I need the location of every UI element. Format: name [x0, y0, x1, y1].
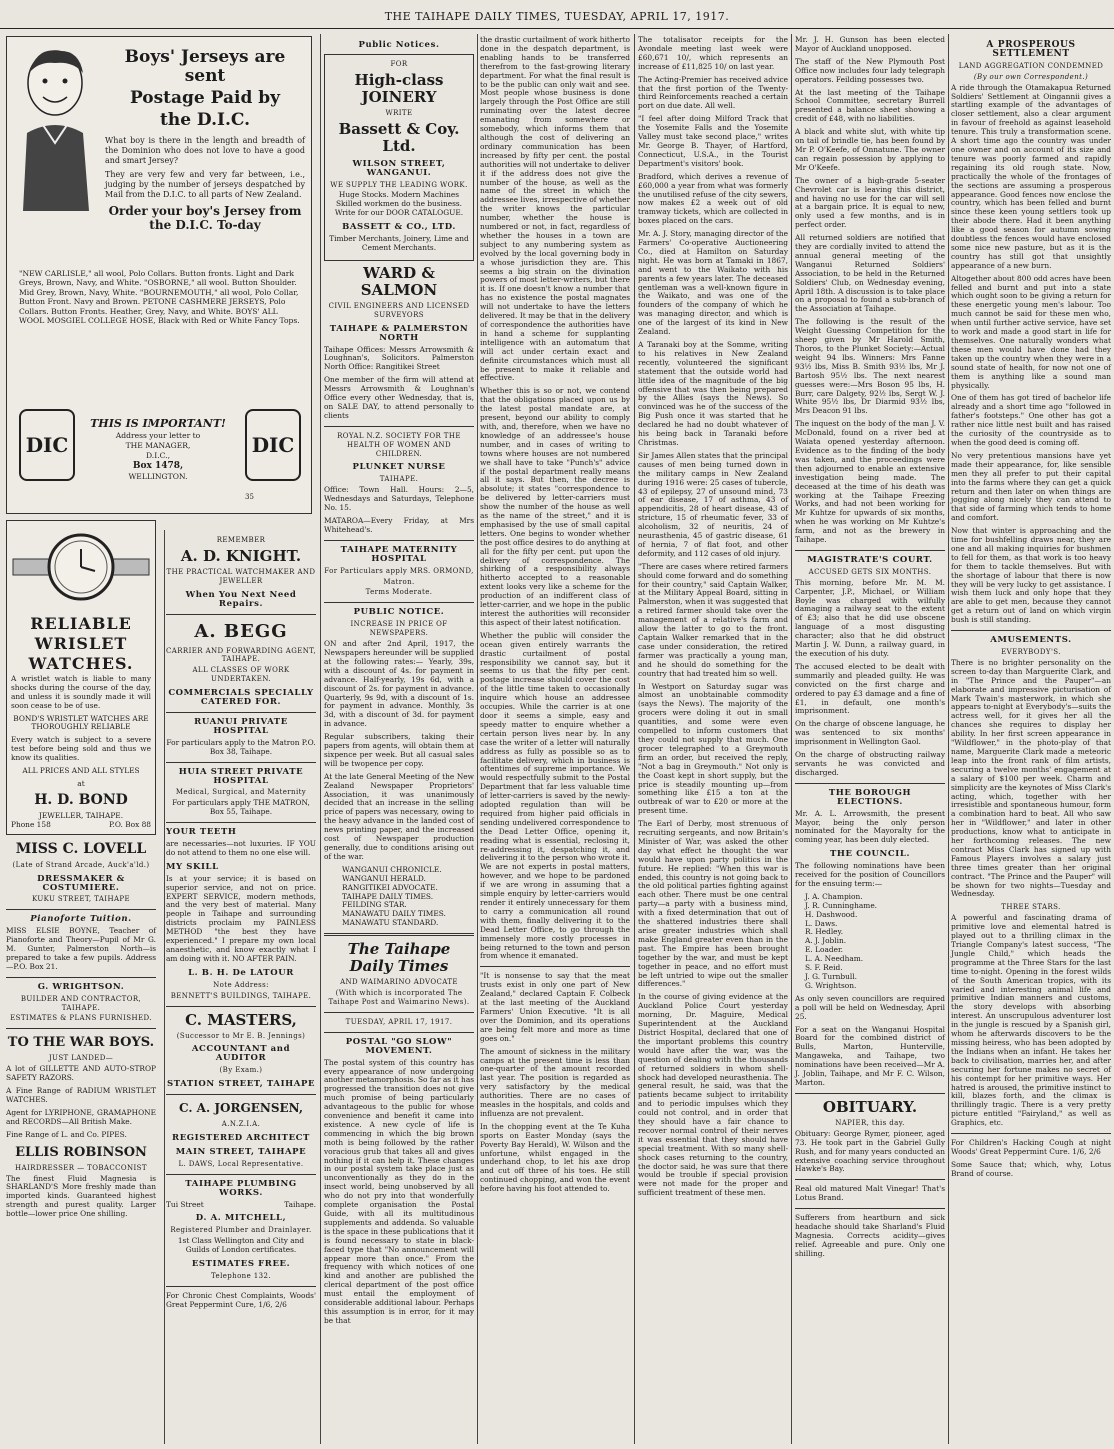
article-paragraph: In the chopping event at the Te Kuha sports on Easter Monday (says the Poverty Bay Herald), W. Wilson and the unfortune, whilst engaged in the underhand chop, to let his axe drop and cut off three of his toes. He still continued chopping, and won the event before having his foot attended to. [480, 1121, 630, 1194]
bond-body-3: Every watch is subject to a severe test before being sold and thus we know its qualities. [11, 735, 151, 763]
news-item: The staff of the New Plymouth Post Office now includes four lady telegraph operators. Feilding possesses two. [795, 56, 945, 84]
news-item: Bradford, which derives a revenue of £60,000 a year from what was formerly the unutilised refuse of the city sewers, now makes £2 a week out of old tramway tickets, which are collected in boxes placed on the cars. [638, 171, 788, 226]
wristlet-watch-icon [11, 525, 151, 609]
amusements-sub: EVERYBODY'S. [1001, 648, 1061, 656]
masters-address: STATION STREET, TAIHAPE [166, 1079, 316, 1090]
maternity-title: TAIHAPE MATERNITY HOSPITAL [340, 544, 458, 564]
ruanui-body: For particulars apply to the Matron P.O. Box 38, Taihape. [166, 737, 316, 756]
settlement-body: Altogether about 800 odd acres have been felled and burnt and put into a state which ought soon to be giving a return for these energetic young men's labour. Too much cannot be said for these men who, when until further active service, have set to work and made a good start in life for themselves. One naturally wonders what these men would have done had they taken up the country when they were in a sound state of health, for now not one of them is anything like a sound man physically. [951, 273, 1111, 390]
ward-salmon-towns: TAIHAPE & PALMERSTON NORTH [329, 323, 469, 343]
skill-body: Is at your service; it is based on superior service, and not on price. EXPERT SERVICE, modern methods, and the very best of material. Many people in Taihape and surrounding districts proclaim my PAINLESS METHOD "the best they have experienced." I prepare my own local anaesthetic, and know exactly what I am doing with it. NO AFTER PAIN. [166, 873, 316, 963]
dic-logo-left: DIC [19, 409, 75, 481]
news-item: In the course of giving evidence at the Auckland Police Court yesterday morning, Dr. Maguire, Medical Superintendent at the Auckland District Hospital, declared that one of the important problems this country would have after the war, was the question of dealing with the thousands of returned soldiers in whom shell-shock had developed neurasthenia. The general result, he said, was that the patients became subject to irritability and to periodic impulses which they could not control, and in order that they should have a fair chance to recover normal control of their nerves it was essential that they should have special treatment. With so many shell-shock cases returning to the country, the doctor said, he was sure that there would be trouble if special provision were not made for the proper and sufficient treatment of these men. [638, 992, 788, 1198]
bond-address: JEWELLER, TAIHAPE. [38, 810, 124, 820]
dic-jersey-advertisement [6, 36, 312, 514]
paper-incorporated: (With which is incorporated The Taihape Post and Waimarino News). [328, 989, 470, 1006]
paper-list-item: FEILDING STAR. [342, 900, 407, 910]
dic-address-1: Address your letter to [115, 431, 201, 440]
court-body: This morning, before Mr. M. M. Carpenter, J.P., Michael, or William Boyle was charged with wilfully damaging a railway seat to the extent of £3; also that he did use obscene language of a most disgusting character; also that he did obstruct Martin J. W. Dunn, a railway guard, in the execution of his duty. [795, 577, 945, 658]
knight-when: When You Next Need Repairs. [185, 589, 297, 609]
notice-body-3: At the late General Meeting of the New Zealand Newspaper Proprietors' Association, it was unanimously decided that an increase in the selling price of papers was necessary, owing to the heavy advance in the landed cost of news printing paper, and the increased cost of Newspaper production generally, due to conditions arising out of the war. [324, 771, 474, 861]
council-nominee: E. Loader. [805, 945, 844, 955]
ellis-trade: HAIRDRESSER — TOBACCONIST [15, 1163, 147, 1172]
ward-salmon-trade: CIVIL ENGINEERS AND LICENSED SURVEYORS [328, 301, 470, 319]
jorgensen-quals: A.N.Z.I.A. [221, 1120, 261, 1129]
article-paragraph: Whether this is so or not, we contend that the obligations placed upon us by the latest postal mandate are, at present, beyond our ability to comply with, and, therefore, when we have no knowledge of an addressee's house number, and in cases of writing to towns where houses are not numbered we shall have to take "Punch's" advice if the postal department really means all it says. But then, the decree is absolute; it states "correspondence to be delivered by letter-carriers must show the number of the house as well as the name of the street," and it is emphasised by the use of small capital letters. One begins to wonder whether the post office desires to do anything at all for the fifty per cent. put upon the delivery of correspondence. The shirking of a responsibility always hitherto accepted to a reasonable extent looks very like a scheme for the production of an indifferent class of letter-carrier, and we hope in the public interest the authorities will reconsider this aspect of their latest notification. [480, 386, 630, 627]
begg-commercials: COMMERCIALS SPECIALLY CATERED FOR. [168, 688, 314, 708]
news-item: A black and white slut, with white tip on tail of brindle tie, has been found by Mr P. O'Keefe, of Onnatune. The owner can regain possession by applying to Mr O'Keefe. [795, 127, 945, 172]
court-body: The accused elected to be dealt with summarily and pleaded guilty. He was convicted on the first charge and ordered to pay £3 damage and a fine of £1, in default, one month's imprisonment. [795, 661, 945, 716]
joinery-merchants: Timber Merchants, Joinery, Lime and Cement Merchants. [329, 234, 469, 252]
plumbing-name: D. A. MITCHELL, [195, 1213, 287, 1224]
column-rule [634, 34, 635, 1444]
news-item: The following is the result of the Weight Guessing Competition for the sheep given by Mr Harold Smith, Thoros, to the Plunket Society:—Actual weight 94 lbs. Winners: Mrs Fanne 93½ lbs, Miss B. Smith 93½ lbs, Mr J. Bartosh 95½ lbs. The next nearest guesses were:—Mrs Boson 95 lbs, H. Burr, care Dalgety, 92½ lbs, Sergt W. J. White 95½ lbs, Dr Diarmid 93½ lbs, Mrs Deacon 91 lbs. [795, 317, 945, 416]
council-nominee: L. A. Needham. [805, 954, 864, 964]
paper-list-item: TAIHAPE DAILY TIMES. [342, 891, 434, 901]
article-paragraph: The amount of sickness in the military camps at the present time is less than one-quarter of the amount recorded last year. The position is regarded as very satisfactory by the medical authorities. There are no cases of measles in the hospitals, and colds and influenza are not prevalent. [480, 1046, 630, 1118]
council-note: As only seven councillors are required a poll will be held on Wednesday, April 25. [795, 993, 945, 1021]
news-item: The owner of a high-grade 5-seater Chevrolet car is leaving this district, and having no use for the car will sell at a bargain price. It is equal to new, only used a few months, and is in perfect order. [795, 175, 945, 230]
ward-salmon-attend: One member of the firm will attend at Messrs Arrowsmith & Loughnan's Office every other Wednesday, that is, on SALE DAY, to attend personally to clients [324, 375, 474, 420]
bond-body-1: A wristlet watch is liable to many shocks during the course of the day, and unless it is soundly made it will soon cease to be of use. [11, 673, 151, 710]
paper-date: TUESDAY, APRIL 17, 1917. [345, 1017, 453, 1026]
amusements-body: There is no brighter personality on the screen to-day than Marguerite Clark, and in "The Prince and the Pauper"—an elaborate and impressive picturisation of Mark Twain's masterwork, in which she appears to-night at Everybody's—suits the actress well, for it gives her all the chances she requires to display her ability. In her first screen appearance in "Wildflower," in the photo-play of that name, Marguerite Clark made a meteoric leap into the front rank of film artists, securing a twelve months' engagement at a salary of $100 per week. Charm and simplicity are the keynotes of Miss Clark's acting, which, together with her irresistible and spontaneous humour, form a combination hard to beat. All who saw her in "Wildflower," and later in other productions, know what to anticipate in her forthcoming releases. The new contract Miss Clark has signed up with Famous Players involves a salary just three times greater than her original contract. "The Prince and the Pauper" will be shown for two nights—Tuesday and Wednesday. [951, 657, 1111, 899]
obituary-title: OBITUARY. [822, 1097, 918, 1116]
cough-cure-ad: For Children's Hacking Cough at night Woods' Great Peppermint Cure. 1/6, 2/6 [951, 1138, 1111, 1156]
council-nominee: R. Hedley. [805, 927, 844, 937]
paper-list-item: MANAWATU STANDARD. [342, 918, 439, 928]
lovell-trade: DRESSMAKER & COSTUMIERE. [37, 873, 125, 893]
settlement-body: A ride through the Otamakapua Returned Soldiers' Settlement at Oingannii gives a startling example of the advantages of closer settlement, also a clear argument in favour of freehold as against leasehold tenure. This truly a transformation scene. A short time ago the country was under one owner and on account of its size and tenure was poorly farmed and rapidly regaining its old rough state. Now, practically the whole of the frontages of the sections are assuming a prosperous appearance. Good fences now enclose the country, which has been felled and burnt since these keen young settlers took up their abode there. Had it been anything like a good season for autumn sowing doubtless the fences would have enclosed some nice new pasture, but as it is the country has still got that unsightly appearance of a new burn. [951, 82, 1111, 270]
bond-body-4: ALL PRICES AND ALL STYLES [22, 766, 140, 776]
teeth-title: YOUR TEETH [166, 827, 237, 838]
war-boys-just-landed: JUST LANDED— [48, 1054, 114, 1063]
news-item: The totalisator receipts for the Avondale meeting last week were £60,671 10/, which represents an increase of £11,825 10/ on last year. [638, 35, 788, 71]
dic-body-1: What boy is there in the length and breadth of the Dominion who does not love to have a good and smart Jersey? [105, 136, 305, 165]
notice-body-2: Regular subscribers, taking their papers from agents, will obtain them at sixpence per week. But all casual sales will be twopence per copy. [324, 732, 474, 768]
borough-title: THE BOROUGH ELECTIONS. [828, 787, 912, 807]
plumbing-phone: Telephone 132. [211, 1271, 271, 1280]
war-boys-item-2: A Fine Range of RADIUM WRISTLET WATCHES. [6, 1086, 156, 1104]
column-2 [166, 534, 316, 1440]
column-rule [477, 34, 478, 1444]
dic-logo-right: DIC [245, 409, 301, 481]
war-boys-item-3: Agent for LYRIPHONE, GRAMAPHONE and RECORDS—All British Make. [6, 1107, 156, 1126]
article-paragraph: the drastic curtailment of work hitherto done in the despatch department, is enabling hands to be transferred therefrom to the fast-growing literary department. For what the final result is to be the public can only wait and see. Most people whose business is done largely through the Post Office are still ruminating over the latest decree emanating from somewhere or somebody, which informs them that although the cost of delivering an ordinary communication has been increased by fifty per cent. the postal authorities will not undertake to deliver it if the address does not give the number of the house, as well as the name of the street in which the addressee lives, irrespective of whether the writer knows the particular number, whether the house is numbered or not, in fact, regardless of whether the houses in a town are subject to any numbering system as evolved by the local governing body in a whose jurisdiction they are. This seems a big strain on the divination powers of most letter-writers, but there it is. If one doesn't know a number that has no existence the postal magnates will not undertake to have the letters delivered. It may be that in the delivery of correspondence the authorities have in hand a scheme for supplanting intelligence with an automatum that will act under certain exact and definite circumstances which must all be present to make it reliable and effective. [480, 35, 630, 383]
plunket-title: PLUNKET NURSE [352, 462, 446, 473]
ward-salmon-title: WARD & SALMON [360, 263, 438, 299]
plunket-town: TAIHAPE. [379, 475, 419, 484]
council-nominee: J. G. Turnbull. [805, 972, 857, 981]
bond-at: at [77, 778, 85, 788]
knight-name: A. D. KNIGHT. [180, 546, 302, 565]
settlement-own: (By our own Correspondent.) [973, 72, 1089, 81]
joinery-firm: Bassett & Coy. Ltd. [338, 119, 460, 155]
hospital-board: For a seat on the Wanganui Hospital Board for the combined district of Bulls, Marton, Hunterville, Mangaweka, and Taihape, two nominations have been received—Mr A. J. Joblin, Taihape, and Mr F. C. Wilson, Marton. [795, 1024, 945, 1087]
skill-note: Note Address: [213, 980, 269, 989]
court-sub: ACCUSED GETS SIX MONTHS. [808, 567, 932, 576]
settlement-sub: LAND AGGREGATION CONDEMNED [958, 61, 1104, 70]
column-5 [638, 36, 788, 1441]
joinery-title: High-class JOINERY [354, 70, 444, 106]
bond-box: P.O. Box 88 [109, 819, 151, 829]
bond-title-2: WRISLET [34, 633, 128, 653]
masters-trade: ACCOUNTANT and AUDITOR [191, 1044, 291, 1064]
news-item: Sir James Allen states that the principal causes of men being turned down in the military camps in New Zealand during 1916 were: 25 cases of tubercle, 43 of epilepsy, 27 of unsound mind, 73 of ear disease, 17 of asthma, 43 of appendicitis, 28 of heart disease, 43 of stricture, 15 of rheumatic fever, 33 of alcoholism, 32 of neuritis, 24 of neurasthenia, 45 of gastric disease, 61 of hernia, 7 of flat foot, and other deformity, and 112 cases of old injury. [638, 450, 788, 558]
dic-headline-2: Postage Paid by [129, 88, 281, 108]
news-item: "There are cases where retired farmers should come forward and do something for their country," said Captain Walker, at the Military Appeal Board, sitting in Palmerston, when it was suggested that a retired farmer should take over the management of a relative's farm and allow the latter to go to the front. Captain Walker remarked that in the case under consideration, the retired farmer was practically a young man, and he should do something for the country that had treated him so well. [638, 561, 788, 678]
dic-jersey-list: "NEW CARLISLE," all wool, Polo Collars. Button fronts. Light and Dark Greys, Brown, Navy, and White. "OSBORNE," all wool. Button Shoulder. Mid Grey, Brown, Navy, White. "BOURNEMOUTH," all wool, Polo Collar, Button Front. Navy and Brown. PETONE CASHMERE JERSEYS, Polo Collars. Button Fronts. Heather, Grey, Navy, and White. BOYS' ALL WOOL MOSGIEL COLLEGE HOSE, Black with Red or White Fancy Tops. [19, 269, 300, 326]
paper-list-item: RANGITIKEI ADVOCATE. [342, 882, 438, 892]
ellis-magnesia: The finest Fluid Magnesia is SHARLAND'S More freshly made than imported kinds. Guaranteed highest strength and purest quality. Larger bottle—lower price One shilling. [6, 1173, 156, 1219]
column-7 [951, 36, 1111, 1441]
council-nominee: H. Dashwood. [805, 909, 858, 919]
lovell-name: MISS C. LOVELL [15, 840, 147, 857]
plunket-mataroa: MATAROA—Every Friday, at Mrs Whitehead's. [324, 516, 474, 534]
maternity-apply: For Particulars apply MRS. ORMOND, [324, 566, 474, 575]
news-item: All returned soldiers are notified that they are cordially invited to attend the annual general meeting of the Wanganui Returned Soldiers' Association, to be held in the Returned Soldiers' Club, on Wednesday evening, April 18th. A discussion is to take place on a proposal to found a sub-branch of the Association at Taihape. [795, 233, 945, 314]
council-nominee: J. R. Cunninghame. [805, 900, 878, 910]
huia-title: HUIA STREET PRIVATE HOSPITAL [178, 766, 304, 786]
council-title: THE COUNCIL. [829, 849, 911, 860]
borough-body: Mr. A. L. Arrowsmith, the present Mayor, being the only person nominated for the Mayoralty for the coming year, has been duly elected. [795, 808, 945, 845]
joinery-firm-2: BASSETT & CO., LTD. [342, 222, 456, 233]
begg-name: A. BEGG [194, 620, 288, 642]
council-intro: The following nominations have been received for the position of Councillors for the ensuing term:— [795, 861, 945, 888]
bond-phone: Phone 158 [11, 819, 51, 829]
huia-sub: Medical, Surgical, and Maternity [175, 788, 307, 797]
bond-name: H. D. BOND [34, 791, 128, 808]
huia-body: For particulars apply THE MATRON, Box 55, Taihape. [172, 798, 310, 817]
plumbing-estimates: ESTIMATES FREE. [191, 1259, 291, 1270]
news-item: The Acting-Premier has received advice that the first portion of the Twenty-third Reinforcements reached a certain port on due date. All well. [638, 74, 788, 111]
dic-address-2: THE MANAGER, [125, 441, 191, 450]
dic-important: THIS IS IMPORTANT! [90, 417, 226, 430]
plunket-body: Office: Town Hall. Hours: 2—5, Wednesdays and Saturdays, Telephone No. 15. [324, 485, 474, 513]
settlement-body: One of them has got tired of bachelor life already and a short time ago "followed in father's footsteps." One other has got a rather nice little nest built and has raised the curiosity of the countryside as to when the good deed is coming off. [951, 393, 1111, 447]
maternity-terms: Terms Moderate. [365, 588, 433, 597]
plunket-society: ROYAL N.Z. SOCIETY FOR THE HEALTH OF WOMEN AND CHILDREN. [337, 431, 461, 458]
magnesia-ad: Sufferers from heartburn and sick headache should take Sharland's Fluid Magnesia. Corrects acidity—gives relief. Agreeable and pure. Only one shilling. [795, 1213, 945, 1258]
column-6 [795, 36, 945, 1441]
plumbing-title: TAIHAPE PLUMBING WORKS. [185, 1178, 297, 1198]
news-item: Mr. A. J. Story, managing director of the Farmers' Co-operative Auctioneering Co., died at Hamilton on Saturday night. He was born at Tamaki in 1867, and went to the Waikato with his parents a few years later. The deceased gentleman was a well-known figure in the Waikato, and was one of the founders of the company of which he was managing director, and which is one of the largest of its kind in New Zealand. [638, 229, 788, 337]
settlement-body: No very pretentious mansions have yet made their appearance, for, like sensible men they all prefer to put their capital into the farms where they can get a quick return and then later on when things are jogging along nicely they can attend to that side of farming which tends to home and comfort. [951, 450, 1111, 523]
column-4 [480, 36, 630, 1441]
piano-title: Pianoforte Tuition. [30, 914, 132, 925]
news-item: Mr. J. H. Gunson has been elected Mayor of Auckland unopposed. [795, 35, 945, 53]
wrightson-name: G. WRIGHTSON. [37, 981, 125, 992]
bond-title-1: RELIABLE [30, 613, 132, 633]
notice-title: PUBLIC NOTICE. [353, 607, 445, 618]
notice-body-1: ON and after 2nd April, 1917, the Newspapers hereunder will be supplied at the following rates:— Yearly, 39s, with a discount of 4s. for payment in advance. Half-yearly, 19s 6d, with a discount of 2s. for payment in advance. Quarterly, 9s 9d, with a discount of 1s. for payment in advance. Monthly, 3s 3d, with a discount of 3d. for payment in advance. [324, 639, 474, 729]
joinery-body: Huge Stocks. Modern Machines Skilled workmen do the business. Write for our DOOR CATALOGUE. [334, 190, 464, 218]
notice-sub: INCREASE IN PRICE OF NEWSPAPERS. [350, 620, 448, 638]
plumbing-town: Taihape. [284, 1199, 316, 1209]
court-title: MAGISTRATE'S COURT. [807, 554, 933, 565]
teeth-body: are necessaries—not luxuries. IF YOU do not attend to them no one else will. [166, 839, 316, 857]
wrightson-trade: BUILDER AND CONTRACTOR, TAIHAPE. [20, 994, 142, 1012]
paper-list-item: WANGANUI HERALD. [342, 873, 426, 883]
council-nominee: L. Daws. [805, 918, 838, 928]
article-paragraph: "It is nonsense to say that the meat trusts exist in only one part of New Zealand," declared Captain F. Colbeck at the last meeting of the Auckland Farmers' Union Executive. "It is all over the Dominion, and its operations are being felt more and more as time goes on." [480, 971, 630, 1043]
news-item: "I feel after doing Milford Track that the Yosemite Falls and the Yosemite Valley must take second place," writes Mr. George B. Thayer, of Hartford, Connecticut, U.S.A., in the Tourist Department's visitors' book. [638, 114, 788, 168]
knight-trade: THE PRACTICAL WATCHMAKER AND JEWELLER [166, 567, 316, 585]
skill-title: MY SKILL [166, 861, 219, 872]
masthead [0, 6, 1114, 29]
bond-watches-advertisement [6, 520, 156, 835]
dic-address-5: WELLINGTON. [128, 472, 188, 481]
paper-list-item: WANGANUI CHRONICLE. [342, 864, 442, 874]
dic-order: Order your boy's Jersey from the D.I.C. To-day [108, 204, 302, 232]
council-nominee: S. F. Reid. [805, 963, 843, 973]
bond-body-2: BOND'S WRISTLET WATCHES ARE THOROUGHLY RELIABLE [13, 713, 149, 732]
article-paragraph: Whether the public will consider the ocean given entirely warrants the drastic curtailment of postal responsibility we cannot say, but it seems to us that the fifty per cent. postage increase should cover the cost of the little time taken to occasionally inquire which house an addressee occupies. While the carrier is at one door it seems a simple, easy and speedy matter to enquire whether a certain person lives near by. In any case the writer of a letter will naturally address as fully as possible so as to facilitate delivery, which in business is oftentimes of supreme importance. We would respectfully submit to the Postal Department that far less valuable time of letter-carriers is saved by the newly-adopted regulation than will be required from higher paid officials in sending undelivered correspondence to the Dead Letter Office, opening it, reading what is essential, reclosing it, re-addressing it, despatching it, and delivering it to the person who wrote it. We are not experts in postal matters, however, and we hope to be pardoned if we are wrong in assuming that a simple enquiry by letter-carriers would render it entirely unnecessary for them to carry a communication all round with them, finally delivering it to the Dead Letter Office, to go through the immensely more costly processes in being returned to the town and person from whence it emanated. [480, 630, 630, 961]
joinery-for: FOR [390, 59, 408, 68]
war-boys-item-1: A lot of GILLETTE AND AUTO-STROP SAFETY RAZORS. [6, 1064, 156, 1083]
court-body: On the charge of obstructing railway servants he was convicted and discharged. [795, 750, 945, 777]
dic-address-4: Box 1478, [132, 461, 184, 471]
lovell-sub: (Late of Strand Arcade, Auck'a'ld.) [12, 860, 150, 869]
column-3 [324, 36, 474, 1441]
lovell-address: KUKU STREET, TAIHAPE [31, 895, 131, 904]
public-notices-title: Public Notices. [358, 40, 440, 50]
plumbing-reg: Registered Plumber and Drainlayer. [170, 1226, 312, 1235]
news-item: A Taranaki boy at the Somme, writing to his relatives in New Zealand recently, volunteered the significant statement that the outside world had little idea of the magnitude of the big offensive that was then being prepared by the Allies (says the News). So convinced was he of the success of the Big Push once it was started that he declared he had no doubt whatever of his being back in Taranaki before Christmas. [638, 340, 788, 447]
news-item: At the last meeting of the Taihape School Committee, secretary Burrell presented a balance sheet showing a credit of £48, with no liabilities. [795, 87, 945, 124]
council-nominee: G. Wrightson. [805, 980, 857, 990]
boy-portrait-icon [13, 43, 97, 211]
joinery-advertisement [324, 54, 474, 261]
paper-title: The Taihape Daily Times [347, 940, 451, 976]
council-nominee: A. J. Joblin. [805, 936, 847, 946]
knight-remember: REMEMBER [216, 536, 266, 544]
plumbing-street: Tui Street [166, 1199, 204, 1209]
sauce-ad: Some Sauce that; which, why, Lotus Brand of course. [951, 1159, 1111, 1178]
dic-headline-3: the D.I.C. [159, 110, 251, 130]
piano-body: MISS ELSIE BOYNE, Teacher of Pianoforte and Theory—Pupil of Mr G. M. Gunter, Palmerston North—is prepared to take a few pupils. Address—P.O. Box 21. [6, 926, 156, 971]
column-rule [320, 34, 321, 1444]
joinery-address: WILSON STREET, WANGANUI. [352, 158, 446, 178]
amusements-title: AMUSEMENTS. [990, 635, 1072, 646]
vinegar-ad: Real old matured Malt Vinegar! That's Lotus Brand. [795, 1184, 945, 1203]
ruanui-title: RUANUI PRIVATE HOSPITAL [194, 716, 288, 736]
jorgensen-rep: L. DAWS, Local Representative. [178, 1159, 304, 1168]
masthead-title: THE TAIHAPE DAILY TIMES, TUESDAY, APRIL 17, 1917. [384, 10, 730, 23]
masters-exam: (By Exam.) [219, 1066, 263, 1075]
settlement-body: Now that winter is approaching and the time for bushfelling draws near, they are one and all making inquiries for bushmen to fell for them, as that work is too heavy for them to tackle themselves. But with the shortage of labour that there is now they will be very lucky to get assistance. I wish them luck and only hope that they are able to get men, because they cannot get a return out of land on which virgin bush is still standing. [951, 526, 1111, 625]
paper-list-item: MANAWATU DAILY TIMES. [342, 909, 446, 919]
boy-illustration [13, 43, 97, 211]
ward-salmon-offices: Taihape Offices: Messrs Arrowsmith & Loughnan's, Solicitors. Palmerston North Office: Rangitikei Street [324, 344, 474, 372]
wrightson-estimates: ESTIMATES & PLANS FURNISHED. [10, 1014, 152, 1023]
obituary-body: Obituary: George Rymer, pioneer, aged 73. He took part in the Gabriel Gully Rush, and for many years conducted an extensive coaching service throughout Hawke's Bay. [795, 1128, 945, 1174]
masters-sub: (Successor to Mr E. B. Jennings) [176, 1031, 306, 1040]
bond-title-3: WATCHES. [28, 653, 134, 673]
dic-address-3: D.I.C., [145, 451, 170, 460]
dic-ref: 35 [245, 493, 254, 501]
jorgensen-trade: REGISTERED ARCHITECT [172, 1132, 310, 1143]
go-slow-title: POSTAL "GO SLOW" MOVEMENT. [345, 1036, 453, 1056]
settlement-title: A PROSPEROUS SETTLEMENT [986, 40, 1076, 59]
three-stars-body: A powerful and fascinating drama of primitive love and elemental hatred is played out to a thrilling climax in the Triangle Company's latest success, "The Jungle Child," which heads the programme at the Three Stars for the last time to-night. Opening in the forest wilds of the South American tropics, with its varied and interesting animal life and primitive Indian manners and customs, the story develops with absorbing interest. An unscrupulous adventurer lost in the jungle is rescued by a Spanish girl, whom he afterwards discovers to be the missing heiress, who has been adopted by the Indians when an infant. He takes her back to civilisation, marries her, and after securing her fortune makes no secret of his contempt for her primitive ways. Her hatred is aroused, the primitive instinct to kill, blazes forth, and the climax is thrillingly tragic. There is a very pretty picture entitled "Fairyland," as well as Graphics, etc. [951, 913, 1111, 1128]
joinery-supply: WE SUPPLY THE LEADING WORK. [330, 180, 468, 189]
ellis-name: ELLIS ROBINSON [15, 1144, 147, 1160]
paper-sub: AND WAIMARINO ADVOCATE [340, 978, 458, 987]
court-body: On the charge of obscene language, he was sentenced to six months' imprisonment in Wellington Gaol. [795, 719, 945, 747]
maternity-matron: Matron. [383, 577, 415, 586]
go-slow-body: The postal system of this country has every appearance of now undergoing another metamorphosis. So far as it has progressed the transition does not give much promise of being particularly advantageous to the public for whose convenience and benefit it came into existence. A new cycle of life is commencing in which the big brown moth is being followed by the rather voracious grub that takes all and gives nothing if it can help it. These changes in our postal system take place just as unconventionally as they do in the insect world, being unobserved by all who do not pry into that wonderfully complete organisation the Postal Guide, with all its multitudinous supplements and addenda. So valuable is the space in these publications that it is found necessary to state in black-faced type that "No announcement will appear more than once." From the frequency with which notices of one kind and another are published the clerical department of the post office must entail the employment of considerable additional labour. Perhaps this assumption is in error, for it may be that [324, 1057, 475, 1325]
war-boys-title: TO THE WAR BOYS. [7, 1035, 155, 1051]
skill-name: L. B. H. De LATOUR [188, 967, 294, 978]
news-item: In Westport on Saturday sugar was almost an unobtainable commodity (says the News). The majority of the grocers were doling it out in small quantities, and some were even compelled to inform customers that they could not supply that much. One grocer telegraphed to a Greymouth firm an order, but received the reply, "Not a bag in Greymouth." Not only is the Coast kept in short supply, but the price is steadily mounting up—from something like £15 a ton at the outbreak of war to £20 or more at the present time. [638, 681, 788, 816]
news-item: The inquest on the body of the man J. V. McDonald, found on a river bed at Waiata opened yesterday afternoon. Evidence as to the finding of the body was taken, and the proceedings were then adjourned to enable an extensive investigation being made. The deceased at the time of his death was working at the Taihape Freezing Works, and had not been working for Mr Kuhtze for upwards of six months, when he was working on Mr Kuhtze's farm, and not as the brewery in Taihape. [795, 419, 945, 545]
dic-headline-1: Boys' Jerseys are sent [124, 47, 286, 86]
three-stars-title: THREE STARS. [1001, 903, 1061, 912]
column-rule [791, 34, 792, 1444]
plumbing-cert: 1st Class Wellington and City and Guilds of London certificates. [177, 1236, 305, 1255]
council-nominee: J. A. Champion. [805, 891, 863, 901]
jorgensen-address: MAIN STREET, TAIHAPE [175, 1146, 307, 1157]
war-boys-item-4: Fine Range of L. and Co. PIPES. [6, 1129, 127, 1139]
masters-name: C. MASTERS, [185, 1010, 297, 1029]
dic-body-2: They are very few and very far between, i.e., judging by the number of jerseys despatched by Mail from the D.I.C. to all parts of New Zealand. [105, 170, 305, 199]
begg-trade: CARRIER AND FORWARDING AGENT, TAIHAPE. [166, 646, 316, 664]
column-rule [948, 34, 949, 1444]
skill-address: BENNETT'S BUILDINGS, TAIHAPE. [170, 991, 312, 1000]
jorgensen-name: C. A. JORGENSEN, [178, 1101, 304, 1116]
obituary-place: NAPIER, this day. [835, 1118, 905, 1127]
begg-classes: ALL CLASSES OF WORK UNDERTAKEN. [192, 666, 290, 684]
joinery-write: WRITE [385, 108, 413, 117]
chest-cure: For Chronic Chest Complaints, Woods' Great Peppermint Cure, 1/6, 2/6 [166, 1290, 316, 1309]
news-item: The Earl of Derby, most strenuous of recruiting sergeants, and now Britain's Minister of War, was asked the other day what effect he thought the war would have upon party politics in the future. He replied: "When this war is ended, this country is not going back to the old political parties fighting against each other. There must be one central party—a party with a business mind, with a fixed determination that out of the shattered industries there shall arise greater industries which shall make England greater even than in the past. The Empire has been brought together by the war, and must be kept together in peace, and no effort must be left untried to wipe out the smaller differences." [638, 819, 788, 989]
